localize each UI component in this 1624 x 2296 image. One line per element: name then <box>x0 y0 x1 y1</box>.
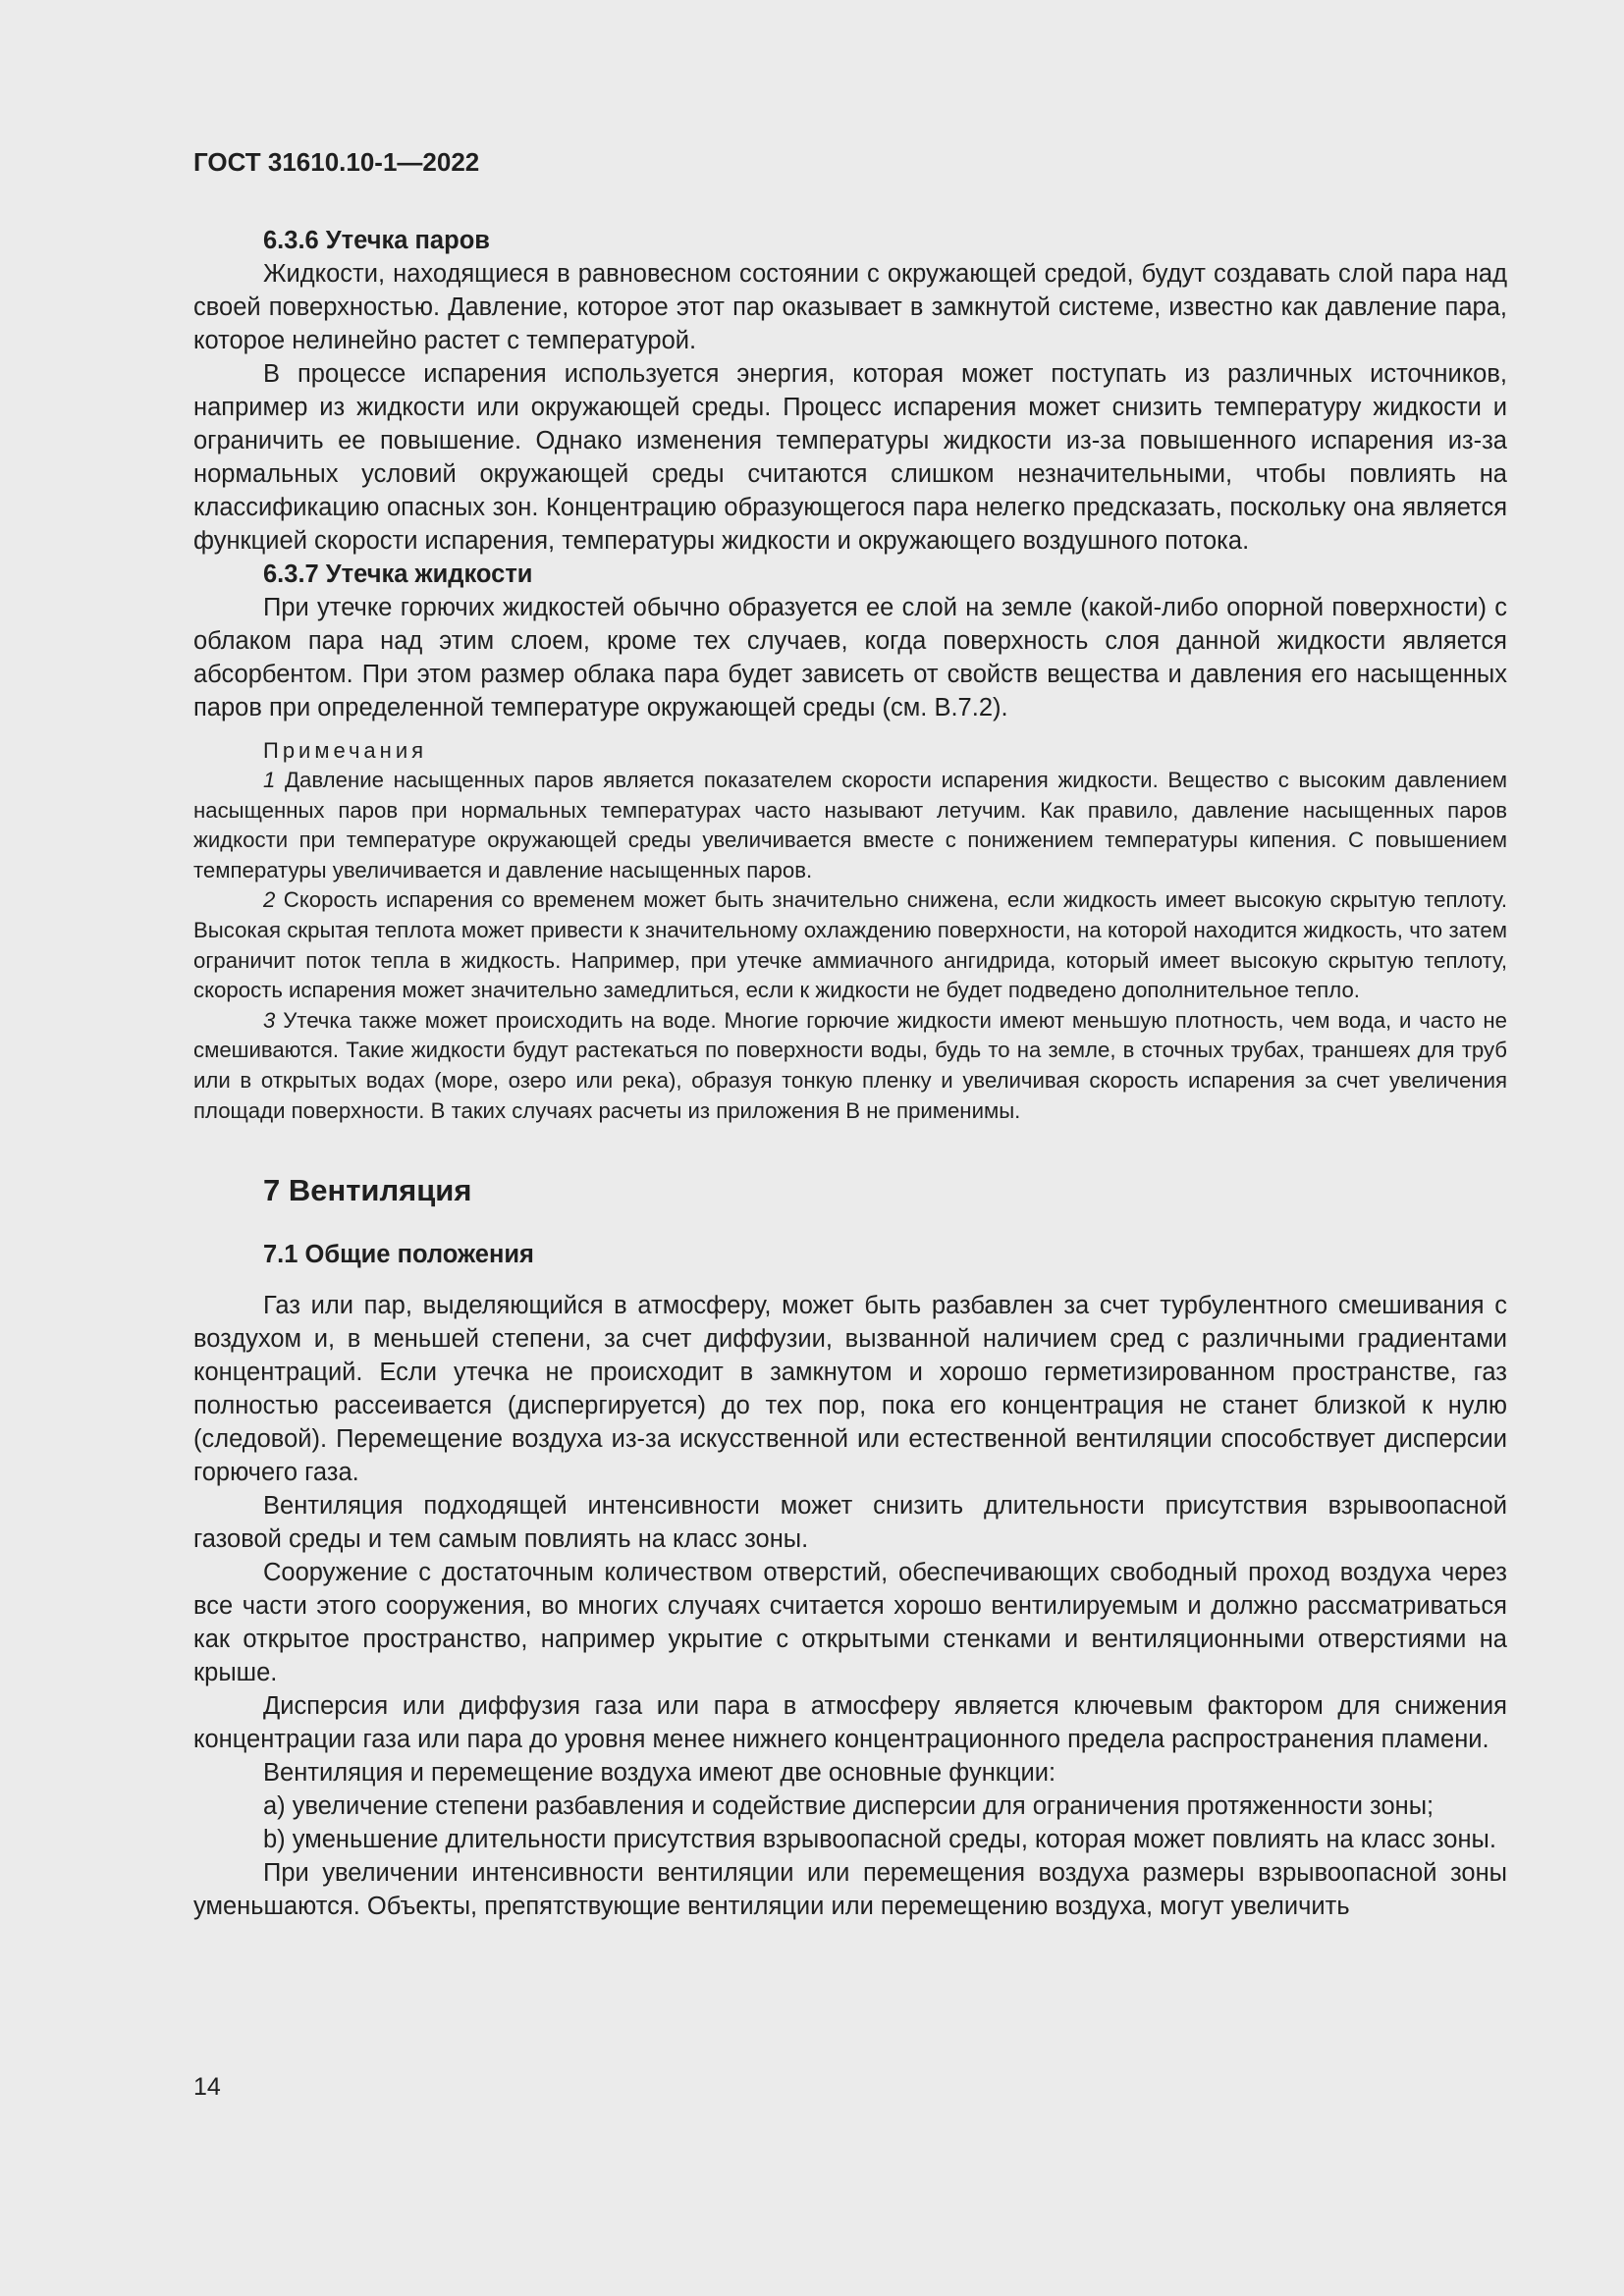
note-text: Давление насыщенных паров является показателем скорости испарения жидкости. Вещество с высоким давлением насыщенных паров при нормальных температурах часто называют летучим. Как правило, давление насыщенных паров жидкости при температуре окружающей среды увеличивается вместе с понижением температуры кипения. С повышением температуры увеличивается и давление насыщенных паров. <box>193 768 1507 882</box>
paragraph: При утечке горючих жидкостей обычно образуется ее слой на земле (какой-либо опорной поверхности) с облаком пара над этим слоем, кроме тех случаев, когда поверхность слоя данной жидкости является абсорбентом. При этом размер облака пара будет зависеть от свойств вещества и давления его насыщенных паров при определенной температуре окружающей среды (см. В.7.2). <box>193 594 1507 721</box>
section-6-3-7-heading: 6.3.7 Утечка жидкости <box>263 561 533 588</box>
note-text: Скорость испарения со временем может быть значительно снижена, если жидкость имеет высокую скрытую теплоту. Высокая скрытая теплота может привести к значительному охлаждению поверхности, на которой находится жидкость, что затем ограничит поток тепла в жидкость. Например, при утечке аммиачного ангидрида, который имеет высокую скрытую теплоту, скорость испарения может значительно замедлиться, если к жидкости не будет подведено дополнительное тепло. <box>193 887 1507 1003</box>
paragraph: Дисперсия или диффузия газа или пара в атмосферу является ключевым фактором для снижения концентрации газа или пара до уровня менее нижнего концентрационного предела распространения пламени. <box>193 1692 1507 1754</box>
page-content <box>193 224 1507 1923</box>
paragraph: Сооружение с достаточным количеством отверстий, обеспечивающих свободный проход воздуха через все части этого сооружения, во многих случаях считается хорошо вентилируемым и должно рассматриваться как открытое пространство, например укрытие с открытыми стенками и вентиляционными отверстиями на крыше. <box>193 1559 1507 1687</box>
list-item-a: a) увеличение степени разбавления и содействие дисперсии для ограничения протяженности зоны; <box>263 1792 1435 1821</box>
note-number: 3 <box>263 1007 276 1033</box>
paragraph: Жидкости, находящиеся в равновесном состоянии с окружающей средой, будут создавать слой пара над своей поверхностью. Давление, которое этот пар оказывает в замкнутой системе, известно как давление пара, которое нелинейно растет с температурой. <box>193 260 1507 354</box>
note-1 <box>193 766 1507 885</box>
section-7-heading: 7 Вентиляция <box>263 1173 472 1208</box>
paragraph: Вентиляция и перемещение воздуха имеют две основные функции: <box>263 1759 1056 1788</box>
section-6-3-6-heading: 6.3.6 Утечка паров <box>263 227 490 254</box>
notes-heading: Примечания <box>263 738 428 763</box>
note-2 <box>193 885 1507 1005</box>
note-number: 1 <box>263 768 276 792</box>
note-text: Утечка также может происходить на воде. Многие горючие жидкости имеют меньшую плотность, чем вода, и часто не смешиваются. Такие жидкости будут растекаться по поверхности воды, будь то на земле, в сточных трубах, траншеях для труб или в открытых водах (море, озеро или река), образуя тонкую пленку и увеличивая скорость испарения за счет увеличения площади поверхности. В таких случаях расчеты из приложения В не применимы. <box>193 1007 1507 1123</box>
paragraph: При увеличении интенсивности вентиляции или перемещения воздуха размеры взрывоопасной зоны уменьшаются. Объекты, препятствующие вентиляции или перемещению воздуха, могут увеличить <box>193 1859 1507 1921</box>
paragraph: Газ или пар, выделяющийся в атмосферу, может быть разбавлен за счет турбулентного смешивания с воздухом и, в меньшей степени, за счет диффузии, вызванной наличием сред с различными градиентами концентраций. Если утечка не происходит в замкнутом и хорошо герметизированном пространстве, газ полностью рассеивается (диспергируется) до тех пор, пока его концентрация не станет близкой к нулю (следовой). Перемещение воздуха из-за искусственной или естественной вентиляции способствует дисперсии горючего газа. <box>193 1292 1507 1487</box>
paragraph: Вентиляция подходящей интенсивности может снизить длительности присутствия взрывоопасной газовой среды и тем самым повлиять на класс зоны. <box>193 1492 1507 1554</box>
note-number: 2 <box>263 887 276 913</box>
section-7-1-heading: 7.1 Общие положения <box>263 1241 534 1269</box>
list-item-b: b) уменьшение длительности присутствия взрывоопасной среды, которая может повлиять на класс зоны. <box>263 1826 1496 1854</box>
document-code: ГОСТ 31610.10-1—2022 <box>193 147 480 177</box>
paragraph: В процессе испарения используется энергия, которая может поступать из различных источников, например из жидкости или окружающей среды. Процесс испарения может снизить температуру жидкости и ограничить ее повышение. Однако изменения температуры жидкости из-за повышенного испарения из-за нормальных условий окружающей среды считаются слишком незначительными, чтобы повлиять на классификацию опасных зон. Концентрацию образующегося пара нелегко предсказать, поскольку она является функцией скорости испарения, температуры жидкости и окружающего воздушного потока. <box>193 360 1507 555</box>
page-number: 14 <box>193 2073 221 2101</box>
note-3 <box>193 1006 1507 1126</box>
